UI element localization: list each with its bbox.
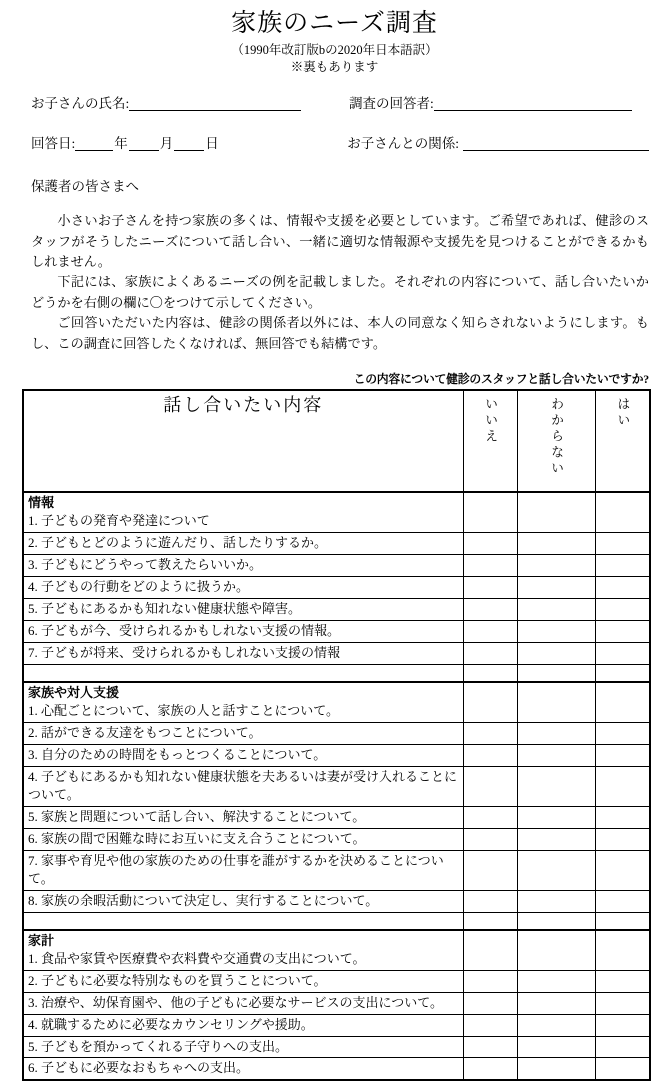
item-content-cell	[23, 682, 463, 723]
date-label: 回答日:	[31, 136, 76, 152]
answer-cell-no[interactable]	[463, 1036, 517, 1058]
page-title: 家族のニーズ調査	[231, 10, 438, 37]
answer-cell-yes[interactable]	[595, 1036, 650, 1058]
answer-cell-no[interactable]	[463, 890, 517, 912]
answer-cell-unsure[interactable]	[517, 767, 595, 807]
answer-cell-yes[interactable]	[595, 930, 650, 971]
table-row	[23, 930, 650, 971]
table-row	[23, 599, 650, 621]
item-content-cell	[23, 992, 463, 1014]
respondent-input[interactable]	[434, 97, 632, 111]
answer-cell-unsure[interactable]	[517, 930, 595, 971]
child-name-label: お子さんの氏名:	[31, 96, 130, 112]
date-day-input[interactable]	[174, 137, 204, 151]
item-content-cell	[23, 533, 463, 555]
table-row	[23, 992, 650, 1014]
date-year-unit: 年	[114, 136, 128, 152]
answer-cell-no[interactable]	[463, 1014, 517, 1036]
item-content-cell	[23, 850, 463, 890]
item-content-cell	[23, 930, 463, 971]
table-caption: この内容について健診のスタッフと話し合いたいですか?	[353, 372, 649, 387]
item-label: 3. 自分のための時間をもっとつくることについて。	[28, 747, 327, 763]
date-month-unit: 月	[159, 136, 174, 152]
answer-cell-yes[interactable]	[595, 970, 650, 992]
answer-cell-yes[interactable]	[595, 621, 650, 643]
item-label: 2. 話ができる友達をもつことについて。	[28, 725, 262, 741]
answer-cell-yes[interactable]	[595, 599, 650, 621]
item-label: 5. 子どもにあるかも知れない健康状態や障害。	[28, 601, 302, 617]
answer-cell-yes[interactable]	[595, 745, 650, 767]
section-spacer-cell	[23, 665, 463, 683]
column-header-no	[463, 390, 517, 492]
item-label: 6. 子どもに必要なおもちゃへの支出。	[28, 1060, 250, 1076]
answer-cell-unsure[interactable]	[517, 1036, 595, 1058]
item-content-cell	[23, 745, 463, 767]
answer-cell-unsure[interactable]	[517, 992, 595, 1014]
respondent-form	[0, 97, 669, 151]
answer-cell-unsure[interactable]	[517, 555, 595, 577]
item-content-cell	[23, 723, 463, 745]
item-content-cell	[23, 970, 463, 992]
answer-cell-yes[interactable]	[595, 555, 650, 577]
letter-body	[0, 177, 669, 354]
answer-cell-no[interactable]	[463, 828, 517, 850]
item-content-cell	[23, 555, 463, 577]
table-row	[23, 1058, 650, 1080]
child-name-field-group	[31, 97, 349, 111]
title-block	[0, 0, 669, 75]
item-content-cell	[23, 1036, 463, 1058]
item-label: 6. 家族の間で困難な時にお互いに支え合うことについて。	[28, 830, 366, 846]
item-label: 6. 子どもが今、受けられるかもしれない支援の情報。	[28, 623, 341, 639]
answer-cell-yes[interactable]	[595, 682, 650, 723]
table-row	[23, 1014, 650, 1036]
answer-cell-yes[interactable]	[595, 767, 650, 807]
item-content-cell	[23, 890, 463, 912]
item-content-cell	[23, 621, 463, 643]
date-month-input[interactable]	[129, 137, 159, 151]
table-row	[23, 806, 650, 828]
answer-cell-no[interactable]	[463, 492, 517, 533]
date-field-group	[31, 137, 347, 151]
answer-cell-no[interactable]	[463, 970, 517, 992]
table-row	[23, 1036, 650, 1058]
answer-cell-yes[interactable]	[595, 1058, 650, 1080]
answer-cell-yes[interactable]	[595, 723, 650, 745]
answer-cell-no[interactable]	[463, 577, 517, 599]
answer-cell-no[interactable]	[463, 1058, 517, 1080]
item-content-cell	[23, 1058, 463, 1080]
relation-label: お子さんとの関係:	[347, 136, 459, 152]
table-row	[23, 533, 650, 555]
document-subtitle: （1990年改訂版bの2020年日本語訳）	[231, 42, 438, 57]
table-row	[23, 723, 650, 745]
answer-cell-no[interactable]	[463, 992, 517, 1014]
item-label: 1. 子どもの発育や発達について	[28, 513, 210, 529]
answer-cell-yes[interactable]	[595, 806, 650, 828]
item-label: 7. 子どもが将来、受けられるかもしれない支援の情報	[28, 645, 341, 661]
table-row	[23, 850, 650, 890]
answer-cell-no[interactable]	[463, 643, 517, 665]
relation-field-group	[347, 137, 649, 151]
survey-table	[22, 389, 651, 1081]
column-header-content: 話し合いたい内容	[23, 390, 463, 492]
form-row-date-relation	[31, 137, 649, 151]
form-row-names	[31, 97, 649, 111]
answer-cell-unsure[interactable]	[517, 723, 595, 745]
column-header-unsure-label: わからない	[549, 397, 565, 478]
answer-cell-no[interactable]	[463, 745, 517, 767]
document-note: ※裏もあります	[290, 59, 379, 74]
answer-cell-unsure[interactable]	[517, 599, 595, 621]
answer-cell-yes[interactable]	[595, 1014, 650, 1036]
item-content-cell	[23, 577, 463, 599]
item-label: 5. 子どもを預かってくれる子守りへの支出。	[28, 1038, 289, 1054]
answer-cell-no[interactable]	[463, 665, 517, 683]
letter-paragraph-1: 小さいお子さんを持つ家族の多くは、情報や支援を必要としています。ご希望であれば、健診のスタッフがそうしたニーズについて話し合い、一緒に適切な情報源や支援先を見つけることができるかもしれません。	[31, 213, 649, 270]
item-label: 1. 心配ごとについて、家族の人と話すことについて。	[28, 703, 339, 719]
table-row	[23, 890, 650, 912]
answer-cell-unsure[interactable]	[517, 1058, 595, 1080]
item-content-cell	[23, 599, 463, 621]
salutation: 保護者の皆さまへ	[31, 178, 139, 194]
item-content-cell	[23, 492, 463, 533]
answer-cell-unsure[interactable]	[517, 682, 595, 723]
item-label: 2. 子どもに必要な特別なものを買うことについて。	[28, 972, 327, 988]
column-header-unsure	[517, 390, 595, 492]
item-label: 5. 家族と問題について話し合い、解決することについて。	[28, 808, 366, 824]
date-day-unit: 日	[205, 136, 219, 152]
respondent-field-group	[349, 97, 649, 111]
answer-cell-yes[interactable]	[595, 533, 650, 555]
answer-cell-no[interactable]	[463, 723, 517, 745]
table-row	[23, 577, 650, 599]
item-label: 4. 就職するために必要なカウンセリングや援助。	[28, 1016, 314, 1032]
item-content-cell	[23, 806, 463, 828]
answer-cell-unsure[interactable]	[517, 806, 595, 828]
respondent-label: 調査の回答者:	[349, 96, 434, 112]
answer-cell-yes[interactable]	[595, 492, 650, 533]
answer-cell-no[interactable]	[463, 682, 517, 723]
item-content-cell	[23, 767, 463, 807]
section-heading: 家計	[28, 932, 55, 948]
letter-paragraph-3: ご回答いただいた内容は、健診の関係者以外には、本人の同意なく知らされないようにします。もし、この調査に回答したくなければ、無回答でも結構です。	[31, 315, 649, 351]
table-row	[23, 682, 650, 723]
answer-cell-no[interactable]	[463, 930, 517, 971]
table-header-row	[23, 390, 650, 492]
answer-cell-no[interactable]	[463, 806, 517, 828]
answer-cell-unsure[interactable]	[517, 850, 595, 890]
table-row	[23, 643, 650, 665]
answer-cell-no[interactable]	[463, 850, 517, 890]
answer-cell-unsure[interactable]	[517, 643, 595, 665]
table-row	[23, 555, 650, 577]
item-label: 3. 治療や、幼保育園や、他の子どもに必要なサービスの支出について。	[28, 994, 443, 1010]
section-spacer-row	[23, 912, 650, 930]
table-row	[23, 492, 650, 533]
section-heading: 情報	[28, 495, 55, 511]
item-label: 7. 家事や育児や他の家族のための仕事を誰がするかを決めることについて。	[28, 852, 444, 886]
answer-cell-no[interactable]	[463, 533, 517, 555]
answer-cell-unsure[interactable]	[517, 533, 595, 555]
answer-cell-unsure[interactable]	[517, 665, 595, 683]
answer-cell-unsure[interactable]	[517, 970, 595, 992]
answer-cell-unsure[interactable]	[517, 577, 595, 599]
child-name-input[interactable]	[129, 97, 301, 111]
answer-cell-yes[interactable]	[595, 912, 650, 930]
item-content-cell	[23, 643, 463, 665]
answer-cell-yes[interactable]	[595, 890, 650, 912]
answer-cell-unsure[interactable]	[517, 912, 595, 930]
column-header-yes	[595, 390, 650, 492]
column-header-no-label: いいえ	[483, 397, 499, 446]
item-label: 4. 子どもの行動をどのように扱うか。	[28, 579, 250, 595]
section-spacer-cell	[23, 912, 463, 930]
item-label: 8. 家族の余暇活動について決定し、実行することについて。	[28, 892, 379, 908]
answer-cell-yes[interactable]	[595, 665, 650, 683]
answer-cell-unsure[interactable]	[517, 621, 595, 643]
answer-cell-unsure[interactable]	[517, 890, 595, 912]
answer-cell-no[interactable]	[463, 555, 517, 577]
item-label: 2. 子どもとどのように遊んだり、話したりするか。	[28, 535, 328, 551]
item-label: 1. 食品や家賃や医療費や衣料費や交通費の支出について。	[28, 950, 366, 966]
answer-cell-no[interactable]	[463, 767, 517, 807]
section-heading: 家族や対人支援	[28, 685, 120, 701]
date-line	[31, 137, 220, 151]
table-row	[23, 828, 650, 850]
item-label: 3. 子どもにどうやって教えたらいいか。	[28, 557, 263, 573]
column-header-yes-label: はい	[615, 397, 631, 430]
section-spacer-row	[23, 665, 650, 683]
table-row	[23, 767, 650, 807]
answer-cell-unsure[interactable]	[517, 1014, 595, 1036]
answer-cell-no[interactable]	[463, 912, 517, 930]
answer-cell-no[interactable]	[463, 599, 517, 621]
relation-input[interactable]	[463, 137, 649, 151]
answer-cell-unsure[interactable]	[517, 492, 595, 533]
answer-cell-unsure[interactable]	[517, 745, 595, 767]
answer-cell-unsure[interactable]	[517, 828, 595, 850]
table-row	[23, 621, 650, 643]
answer-cell-yes[interactable]	[595, 828, 650, 850]
answer-cell-yes[interactable]	[595, 643, 650, 665]
answer-cell-yes[interactable]	[595, 577, 650, 599]
item-content-cell	[23, 828, 463, 850]
table-row	[23, 745, 650, 767]
item-content-cell	[23, 1014, 463, 1036]
letter-paragraph-2: 下記には、家族によくあるニーズの例を記載しました。それぞれの内容について、話し合いたいかどうかを右側の欄に〇をつけて示してください。	[31, 274, 649, 310]
answer-cell-yes[interactable]	[595, 992, 650, 1014]
table-row	[23, 970, 650, 992]
answer-cell-no[interactable]	[463, 621, 517, 643]
answer-cell-yes[interactable]	[595, 850, 650, 890]
date-year-input[interactable]	[75, 137, 113, 151]
item-label: 4. 子どもにあるかも知れない健康状態を夫あるいは妻が受け入れることについて。	[28, 769, 458, 802]
